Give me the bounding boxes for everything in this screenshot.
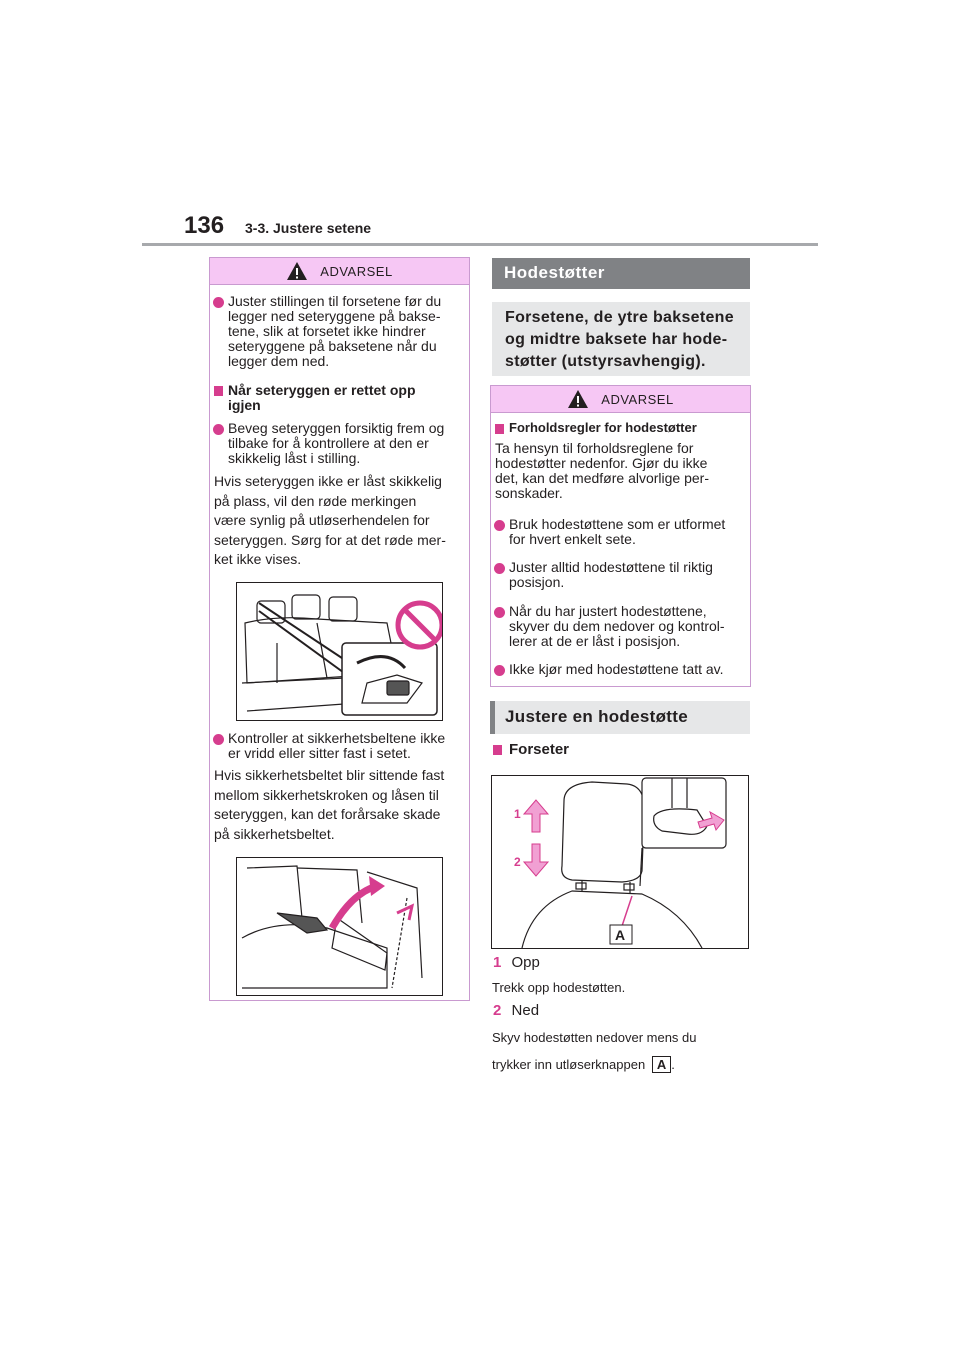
warning-title: ADVARSEL (601, 391, 674, 407)
line: Hvis seteryggen ikke er låst skikkelig (214, 473, 442, 489)
line: på sikkerhetsbeltet. (214, 825, 335, 842)
line: tilbake for å kontrollere at den er (228, 435, 429, 451)
line: Ikke kjør med hodestøttene tatt av. (509, 661, 724, 677)
warning-triangle-icon (567, 389, 589, 409)
line: Kontroller at sikkerhetsbeltene ikke (228, 730, 446, 746)
line: på plass, vil den røde merkingen (214, 492, 417, 509)
step-1 (493, 954, 540, 971)
warning-title: ADVARSEL (320, 263, 393, 279)
header-rule (142, 243, 818, 246)
line: er vridd eller sitter fast i setet. (228, 745, 411, 761)
bullet-icon (494, 563, 505, 574)
line: Bruk hodestøttene som er utformet (509, 516, 726, 532)
line: skyver du dem nedover og kontrol- (509, 618, 725, 634)
warning-header (491, 386, 750, 413)
bullet-icon (494, 665, 505, 676)
line: og midtre baksete har hode- (505, 331, 728, 348)
warning-bullet-2 (509, 560, 713, 590)
left-warning-box (209, 257, 470, 1001)
bullet-icon (494, 520, 505, 531)
figure-label-2: 2 (514, 855, 521, 869)
step-1-number: 1 (493, 954, 502, 971)
line: Juster stillingen til forsetene før du (228, 293, 442, 309)
line: seteryggen, kan det forårsake skade (214, 806, 441, 822)
warning-bullet-1 (228, 294, 441, 369)
adjust-heading-bar (490, 701, 750, 734)
step-2-description-line1: Skyv hodestøtten nedover mens du (492, 1030, 697, 1045)
seatbelt-figure (236, 857, 443, 996)
step-2 (493, 1002, 539, 1019)
line: sonskader. (495, 485, 563, 501)
line: være synlig på utløserhendelen for (214, 512, 430, 528)
page-number: 136 (184, 212, 225, 239)
front-seat-subheading: Forseter (509, 741, 570, 758)
step-2-number: 2 (493, 1002, 502, 1019)
seatbelt-illustration (237, 858, 442, 995)
intro-box (492, 302, 750, 376)
line: Ta hensyn til forholdsreglene for (495, 440, 694, 456)
line: skikkelig låst i stilling. (228, 450, 361, 466)
warning-bullet-4 (509, 662, 724, 677)
figure-label-a: A (615, 927, 626, 943)
line: Hvis sikkerhetsbeltet blir sittende fast (214, 767, 445, 783)
bullet-icon (213, 424, 224, 435)
square-bullet-icon (493, 745, 502, 755)
line: det, kan det medføre alvorlige per- (495, 470, 709, 486)
step-2-label: Ned (511, 1002, 540, 1019)
line: Beveg seteryggen forsiktig frem og (228, 420, 445, 436)
section-heading: Hodestøtter (504, 263, 605, 282)
bullet-icon (213, 297, 224, 308)
line: tene, slik at forsetet ikke hindrer (228, 323, 426, 339)
warning-bullet-3 (228, 731, 445, 761)
adjust-heading: Justere en hodestøtte (505, 707, 688, 726)
warning-bullet-3 (509, 604, 725, 649)
line: Juster alltid hodestøttene til riktig (509, 559, 713, 575)
line: igjen (228, 397, 261, 413)
line: ket ikke vises. (214, 551, 302, 567)
square-bullet-icon (214, 386, 223, 396)
section-heading-bar (492, 258, 750, 289)
bullet-icon (494, 607, 505, 618)
warning-bullet-1 (509, 517, 725, 547)
line: lerer at de er låst i posisjon. (509, 633, 681, 649)
line: posisjon. (509, 574, 565, 590)
line: mellom sikkerhetskroken og låsen til (214, 786, 439, 803)
seatback-release-figure (236, 582, 443, 721)
line: hodestøtter nedenfor. Gjør du ikke (495, 455, 708, 471)
step-1-description: Trekk opp hodestøtten. (492, 980, 626, 995)
seatback-illustration (237, 583, 442, 720)
headrest-illustration (492, 776, 748, 948)
step-2-description-line2 (492, 1056, 675, 1073)
release-button-badge: A (652, 1056, 671, 1073)
warning-triangle-icon (286, 261, 308, 281)
step-1-label: Opp (511, 954, 540, 971)
right-warning-box (490, 385, 751, 687)
figure-label-1: 1 (514, 807, 521, 821)
line: Når du har justert hodestøttene, (509, 603, 707, 619)
warning-subheading: Forholdsregler for hodestøtter (509, 420, 697, 435)
line: seteryggene på baksetene når du (228, 338, 437, 354)
headrest-figure (491, 775, 749, 949)
intro-text (505, 307, 734, 373)
line: Forsetene, de ytre baksetene (505, 309, 734, 326)
line: legger dem ned. (228, 353, 330, 369)
warning-header (210, 258, 469, 285)
line: Når seteryggen er rettet opp (228, 382, 416, 398)
text: . (671, 1057, 675, 1072)
text: trykker inn utløserknappen (492, 1057, 646, 1072)
line: legger ned seteryggene på bakse- (228, 308, 441, 324)
line: seteryggen. Sørg for at det røde mer- (214, 531, 446, 548)
warning-text (495, 441, 709, 501)
line: for hvert enkelt sete. (509, 531, 636, 547)
bullet-icon (213, 734, 224, 745)
warning-bullet-2 (228, 421, 444, 466)
line: støtter (utstyrsavhengig). (505, 353, 706, 370)
warning-paragraph-2 (214, 766, 444, 844)
warning-subheading (228, 383, 416, 413)
square-bullet-icon (495, 424, 504, 434)
section-title: 3-3. Justere setene (245, 220, 372, 236)
warning-paragraph-1 (214, 472, 446, 570)
